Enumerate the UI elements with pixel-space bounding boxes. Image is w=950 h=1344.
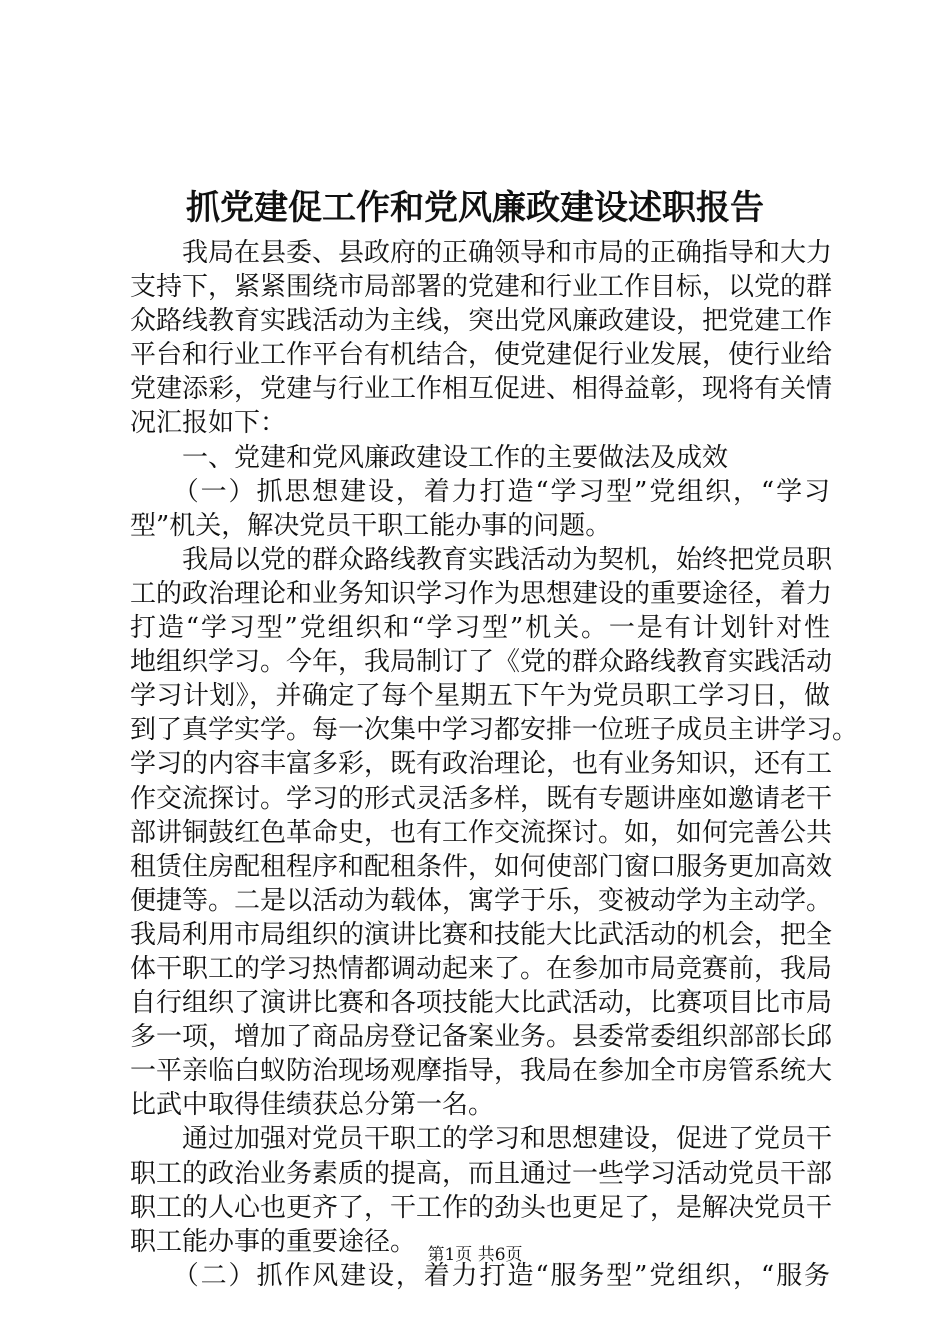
- body-line: 况汇报如下：: [130, 408, 287, 439]
- body-line: 地组织学习。今年，我局制订了《党的群众路线教育实践活动: [130, 647, 833, 678]
- body-line: 工的政治理论和业务知识学习作为思想建设的重要途径，着力: [130, 578, 833, 609]
- body-line: （一）抓思想建设，着力打造“学习型”党组织，“学习: [130, 476, 830, 507]
- body-line: 支持下，紧紧围绕市局部署的党建和行业工作目标，以党的群: [130, 272, 833, 303]
- body-line: 我局在县委、县政府的正确领导和市局的正确指导和大力: [130, 238, 833, 268]
- body-line: 职工的政治业务素质的提高，而且通过一些学习活动党员干部: [130, 1158, 833, 1189]
- body-line: 职工的人心也更齐了，干工作的劲头也更足了，是解决党员干: [130, 1192, 833, 1223]
- body-line: 部讲铜鼓红色革命史，也有工作交流探讨。如，如何完善公共: [130, 817, 833, 848]
- body-line: 我局以党的群众路线教育实践活动为契机，始终把党员职: [130, 544, 833, 575]
- body-line: 学习计划》，并确定了每个星期五下午为党员职工学习日，做: [130, 681, 830, 712]
- body-line: 通过加强对党员干职工的学习和思想建设，促进了党员干: [130, 1124, 833, 1155]
- body-line: 一、党建和党风廉政建设工作的主要做法及成效: [130, 442, 729, 473]
- body-line: 党建添彩，党建与行业工作相互促进、相得益彰，现将有关情: [130, 374, 833, 405]
- body-line: 比武中取得佳绩获总分第一名。: [130, 1090, 495, 1121]
- body-line: 自行组织了演讲比赛和各项技能大比武活动，比赛项目比市局: [130, 988, 833, 1019]
- body-line: 便捷等。二是以活动为载体，寓学于乐，变被动学为主动学。: [130, 885, 833, 916]
- body-line: 作交流探讨。学习的形式灵活多样，既有专题讲座如邀请老干: [130, 783, 833, 814]
- body-line: 多一项，增加了商品房登记备案业务。县委常委组织部部长邱: [130, 1022, 833, 1053]
- document-title: 抓党建促工作和党风廉政建设述职报告: [186, 188, 764, 228]
- body-line: 平台和行业工作平台有机结合，使党建促行业发展，使行业给: [130, 340, 833, 371]
- body-line: 租赁住房配租程序和配租条件，如何使部门窗口服务更加高效: [130, 851, 833, 882]
- page-footer: 第1页 共6页: [427, 1245, 523, 1265]
- body-line: 一平亲临白蚁防治现场观摩指导，我局在参加全市房管系统大: [130, 1056, 833, 1087]
- body-line: 我局利用市局组织的演讲比赛和技能大比武活动的机会，把全: [130, 919, 833, 950]
- body-line: （二）抓作风建设，着力打造“服务型”党组织，“服务: [130, 1260, 830, 1291]
- document-body: [130, 236, 859, 1293]
- body-line: 职工能办事的重要途径。: [130, 1226, 417, 1257]
- body-line: 学习的内容丰富多彩，既有政治理论，也有业务知识，还有工: [130, 749, 833, 780]
- body-line: 型”机关，解决党员干职工能办事的问题。: [130, 510, 612, 541]
- body-line: 打造“学习型”党组织和“学习型”机关。一是有计划针对性: [130, 613, 830, 644]
- body-line: 众路线教育实践活动为主线，突出党风廉政建设，把党建工作: [130, 306, 833, 337]
- body-line: 体干职工的学习热情都调动起来了。在参加市局竞赛前，我局: [130, 953, 833, 984]
- body-line: 到了真学实学。每一次集中学习都安排一位班子成员主讲学习。: [130, 715, 859, 746]
